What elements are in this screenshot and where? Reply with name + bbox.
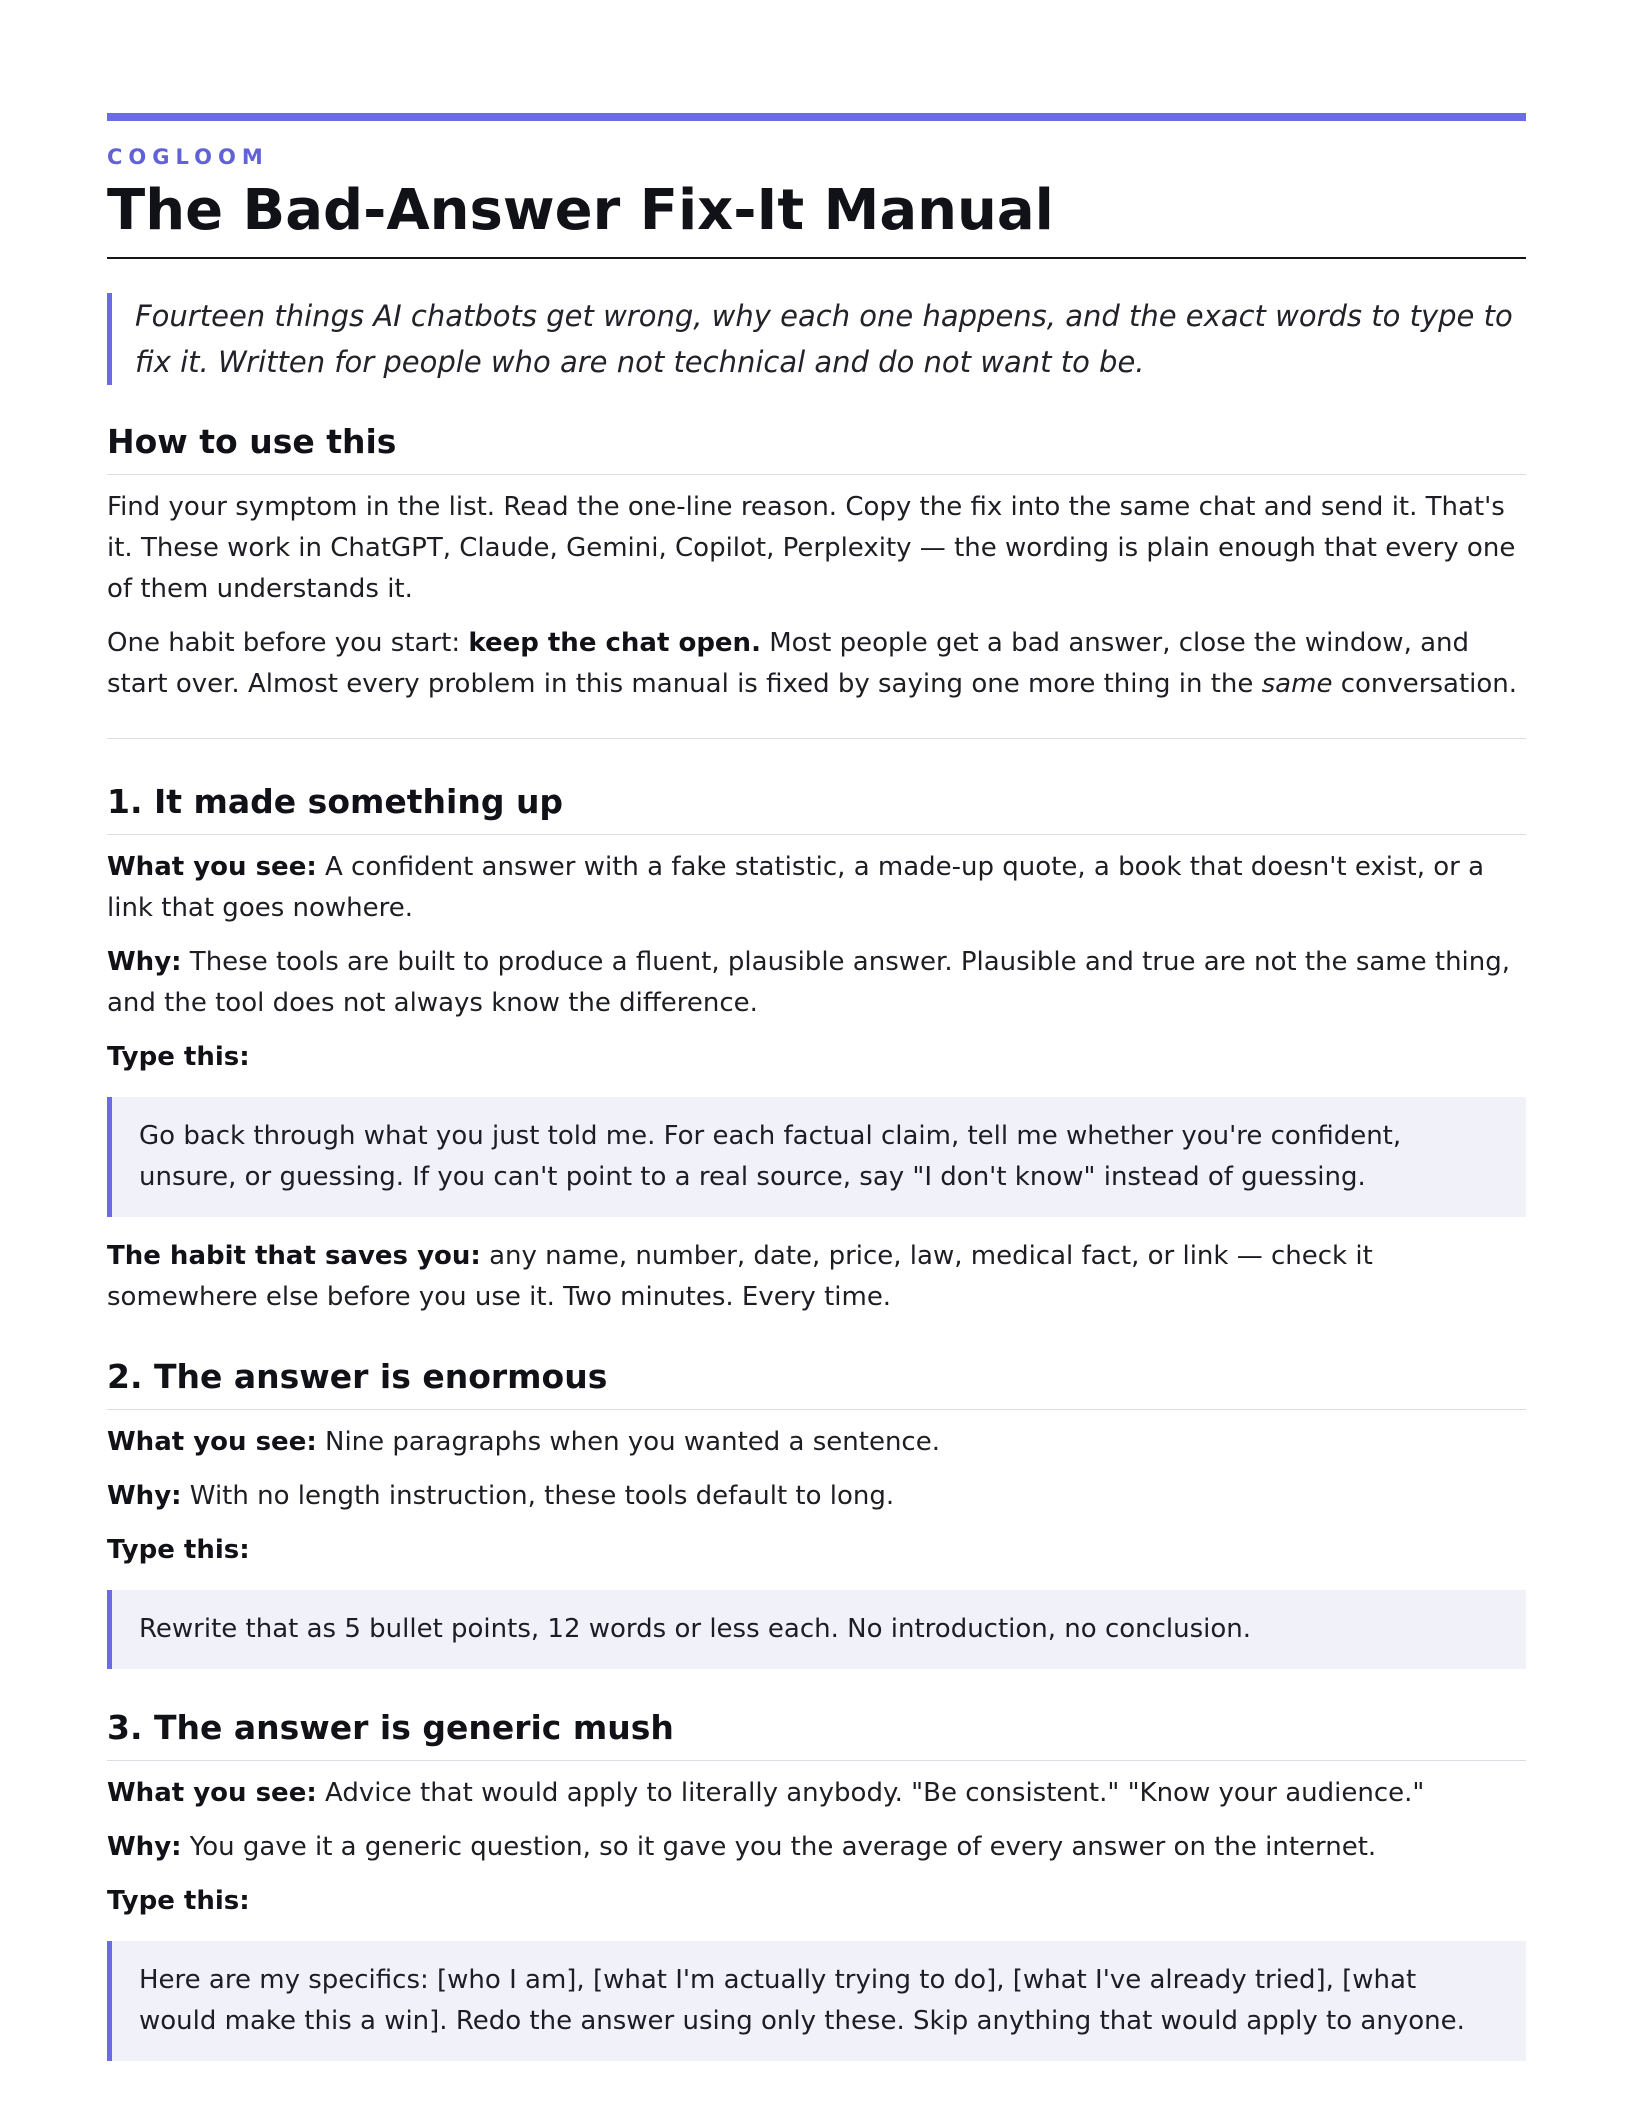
- document: [107, 113, 1526, 2061]
- how-to-paragraph-1: Find your symptom in the list. Read the one-line reason. Copy the fix into the same chat and send it. That's it. These work in ChatGPT, Claude, Gemini, Copilot, Perplexity — the wording is plain enough that every one of them understands it.: [107, 492, 1516, 604]
- what-you-see-label: What you see:: [107, 852, 317, 882]
- section-1-heading: 1. It made something up: [107, 780, 1526, 835]
- how-to-p2-middle: Most people get a bad answer, close the window, and start over. Almost every problem in this manual is fixed by saying one more thing in the: [107, 628, 1470, 699]
- how-to-section: [107, 420, 1526, 705]
- section-2-why: [107, 1476, 1526, 1517]
- section-made-something-up: [107, 780, 1526, 1318]
- why-label: Why:: [107, 1481, 182, 1511]
- section-generic-mush: [107, 1706, 1526, 2061]
- section-1-habit-text: any name, number, date, price, law, medical fact, or link — check it somewhere else before you use it. Two minutes. Every time.: [107, 1241, 1373, 1312]
- how-to-heading: How to use this: [107, 420, 1526, 475]
- section-1-type-this-label: Type this:: [107, 1042, 250, 1072]
- section-2-why-text: With no length instruction, these tools default to long.: [181, 1481, 895, 1511]
- how-to-p2-end: conversation.: [1332, 669, 1518, 699]
- section-1-habit: [107, 1236, 1526, 1318]
- why-label: Why:: [107, 947, 182, 977]
- section-2-heading: 2. The answer is enormous: [107, 1355, 1526, 1410]
- what-you-see-label: What you see:: [107, 1778, 317, 1808]
- section-2-fix-prompt: Rewrite that as 5 bullet points, 12 words or less each. No introduction, no conclusion.: [107, 1590, 1526, 1669]
- section-2-type-this-label: Type this:: [107, 1535, 250, 1565]
- section-3-why: [107, 1827, 1526, 1868]
- section-3-what-you-see: [107, 1773, 1526, 1814]
- lede-quote: Fourteen things AI chatbots get wrong, why each one happens, and the exact words to type to fix it. Written for people who are not technical and do not want to be.: [107, 293, 1526, 385]
- how-to-p2-emphasis: same: [1261, 669, 1333, 699]
- why-label: Why:: [107, 1832, 182, 1862]
- section-2-what-you-see: [107, 1422, 1526, 1463]
- section-3-heading: 3. The answer is generic mush: [107, 1706, 1526, 1761]
- section-1-what-you-see: [107, 847, 1526, 929]
- section-3-see-text: Advice that would apply to literally anybody. "Be consistent." "Know your audience.": [316, 1778, 1425, 1808]
- section-3-why-text: You gave it a generic question, so it gave you the average of every answer on the internet.: [181, 1832, 1377, 1862]
- section-3-fix-prompt: Here are my specifics: [who I am], [what I'm actually trying to do], [what I've already tried], [what would make this a win]. Redo the answer using only these. Skip anything that would apply to anyone.: [107, 1941, 1526, 2061]
- how-to-paragraph-2: [107, 623, 1526, 705]
- section-1-see-text: A confident answer with a fake statistic, a made-up quote, a book that doesn't exist, or a link that goes nowhere.: [107, 852, 1485, 923]
- what-you-see-label: What you see:: [107, 1427, 317, 1457]
- section-1-fix-prompt: Go back through what you just told me. For each factual claim, tell me whether you're confident, unsure, or guessing. If you can't point to a real source, say "I don't know" instead of guessing.: [107, 1097, 1526, 1217]
- page-title: The Bad-Answer Fix-It Manual: [107, 179, 1526, 259]
- habit-label: The habit that saves you:: [107, 1241, 481, 1271]
- section-answer-enormous: [107, 1355, 1526, 1669]
- section-3-type-this-label: Type this:: [107, 1886, 250, 1916]
- how-to-p2-bold: keep the chat open.: [468, 628, 761, 658]
- accent-bar: [107, 113, 1526, 121]
- brand-label: COGLOOM: [107, 145, 269, 169]
- section-divider: [107, 738, 1526, 739]
- section-2-see-text: Nine paragraphs when you wanted a sentence.: [316, 1427, 940, 1457]
- section-1-why-text: These tools are built to produce a fluent, plausible answer. Plausible and true are not the same thing, and the tool does not always know the difference.: [107, 947, 1511, 1018]
- how-to-p2-start: One habit before you start:: [107, 628, 469, 658]
- section-1-why: [107, 942, 1526, 1024]
